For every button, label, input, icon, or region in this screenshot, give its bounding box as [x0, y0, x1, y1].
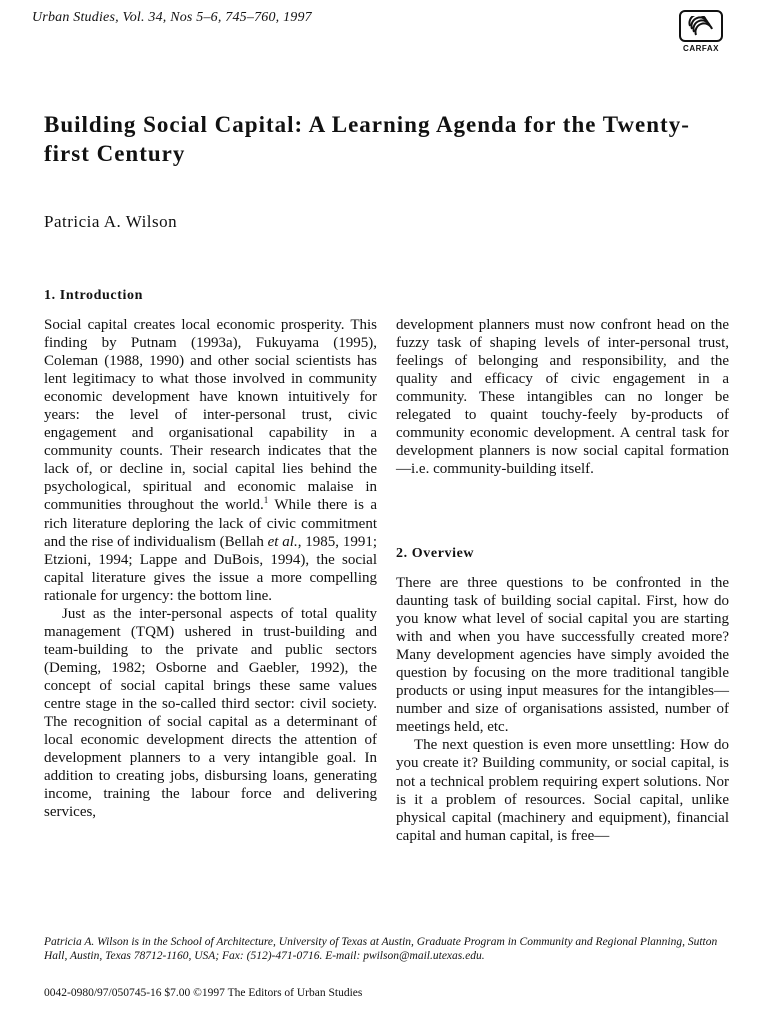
- intro-paragraph-1: [44, 316, 377, 605]
- section-heading-overview: 2. Overview: [396, 546, 475, 561]
- carfax-logo: [678, 10, 724, 53]
- intro-text-b: While there is a rich literature deploring the lack of civic commitment and the rise of individualism (Bellah: [44, 497, 377, 550]
- et-al-text: et al.: [267, 533, 298, 550]
- right-column: [396, 316, 729, 478]
- running-head: Urban Studies, Vol. 34, Nos 5–6, 745–760, 1997: [32, 10, 312, 25]
- intro-text-c: , 1985, 1991; Etzioni, 1994; Lappe and DuBois, 1994), the social capital literature gives the issue a more compelling rationale for urgency: the bottom line.: [44, 533, 377, 604]
- copyright-line: 0042-0980/97/050745-16 $7.00 ©1997 The Editors of Urban Studies: [44, 987, 363, 999]
- left-column: [44, 316, 377, 821]
- overview-paragraph-2: The next question is even more unsettling: How do you create it? Building community, or social capital, is not a technical problem requiring expert solutions. Nor is it a problem of resources. Social capital, unlike physical capital (machinery and equipment), financial capital and human capital, is free—: [396, 737, 729, 844]
- footnote-marker: 1: [263, 495, 269, 506]
- author-name: Patricia A. Wilson: [44, 212, 178, 231]
- author-affiliation-footnote: Patricia A. Wilson is in the School of Architecture, University of Texas at Austin, Graduate Program in Community and Regional Planning, Sutton Hall, Austin, Texas 78712-1160, USA; Fax: (512)-471-0716. E-mail: pwilson@mail.utexas.edu.: [44, 936, 718, 962]
- overview-paragraph-1: There are three questions to be confronted in the daunting task of building social capital. First, how do you know what level of social capital you are starting with and when you have successfully created more? Many development agencies have simply avoided the question by focusing on the more traditional tangible products or using input measures for the intangibles—number and size of organisations assisted, number of meetings held, etc.: [396, 575, 729, 736]
- carfax-logo-icon: [679, 10, 723, 42]
- intro-paragraph-2: Just as the inter-personal aspects of total quality management (TQM) ushered in trust-building and team-building to the private and public sectors (Deming, 1982; Osborne and Gaebler, 1992), the concept of social capital brings these same values centre stage in the so-called third sector: civil society. The recognition of social capital as a determinant of local economic development directs the attention of development planners to a very intangible goal. In addition to creating jobs, disbursing loans, generating income, training the labour force and delivering services,: [44, 605, 377, 821]
- overview-column: [396, 574, 729, 845]
- logo-name: CARFAX: [683, 44, 719, 53]
- section-heading-introduction: 1. Introduction: [44, 288, 143, 303]
- intro-paragraph-continued: development planners must now confront head on the fuzzy task of shaping levels of inter-personal trust, feelings of belonging and responsibility, and the quality and efficacy of civic engagement in a community. These intangibles can no longer be relegated to quaint touchy-feely by-products of community economic development. A central task for development planners is now social capital formation—i.e. community-building itself.: [396, 317, 729, 478]
- intro-text-a: Social capital creates local economic prosperity. This finding by Putnam (1993a), Fukuyama (1995), Coleman (1988, 1990) and other social scientists has lent legitimacy to what those involved in community economic development have known intuitively for years: the level of inter-personal trust, civic engagement and organisational capability in a community counts. Their research indicates that the lack of, or decline in, social capital lies behind the psychological, spiritual and economic malaise in communities throughout the world.: [44, 317, 377, 514]
- article-title: Building Social Capital: A Learning Agenda for the Twenty-first Century: [44, 112, 690, 166]
